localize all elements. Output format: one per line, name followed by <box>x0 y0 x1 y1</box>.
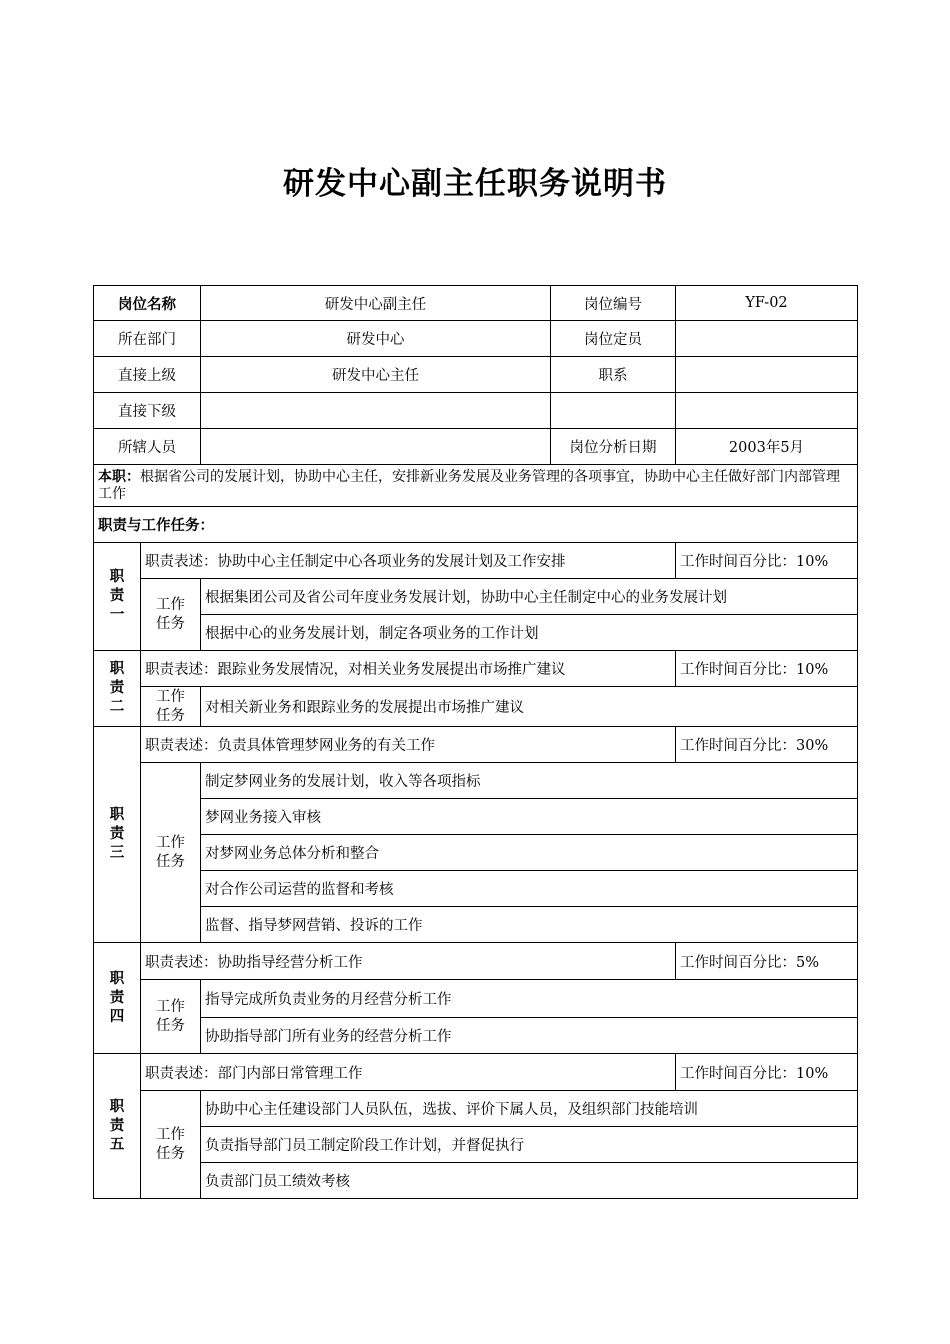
duty-3-percent: 工作时间百分比：30% <box>676 727 858 763</box>
position-name-label: 岗位名称 <box>94 286 201 321</box>
duty-2-description: 职责表述：跟踪业务发展情况，对相关业务发展提出市场推广建议 <box>141 651 676 687</box>
duty-3-task-5: 监督、指导梦网营销、投诉的工作 <box>201 907 858 943</box>
position-code-label: 岗位编号 <box>551 286 676 321</box>
duty-3-task-row <box>94 763 858 799</box>
position-name-value: 研发中心副主任 <box>201 286 551 321</box>
duty-4-name-text: 职责四 <box>109 970 125 1025</box>
duty-3-task-row <box>94 871 858 907</box>
duties-header-row <box>94 507 858 543</box>
duty-3-task-row <box>94 835 858 871</box>
duty-1-description-row <box>94 543 858 579</box>
duty-5-percent: 工作时间百分比：10% <box>676 1054 858 1091</box>
duties-header: 职责与工作任务： <box>94 507 858 543</box>
duty-5-task-row <box>94 1127 858 1163</box>
info-row-staff <box>94 429 858 465</box>
superior-value: 研发中心主任 <box>201 357 551 393</box>
task-label-line1: 工作 <box>156 1126 185 1143</box>
duty-2-name-text: 职责二 <box>109 661 125 715</box>
duty-1-task-row <box>94 615 858 651</box>
duty-4-task-1: 指导完成所负责业务的月经营分析工作 <box>201 980 858 1018</box>
duty-4-name <box>94 943 141 1054</box>
subordinate-label: 直接下级 <box>94 393 201 429</box>
duty-5-task-3: 负责部门员工绩效考核 <box>201 1163 858 1199</box>
series-value <box>676 357 858 393</box>
task-label-line2: 任务 <box>156 615 185 632</box>
duty-4-task-2: 协助指导部门所有业务的经营分析工作 <box>201 1018 858 1054</box>
summary-text: 根据省公司的发展计划，协助中心主任，安排新业务发展及业务管理的各项事宜，协助中心主任做好部门内部管理工作 <box>98 468 840 502</box>
task-label-line1: 工作 <box>156 998 185 1015</box>
position-code-value: YF-02 <box>676 286 858 321</box>
info-row-subordinate <box>94 393 858 429</box>
job-description-table <box>93 285 858 1199</box>
duty-2-description-row <box>94 651 858 687</box>
subordinate-value <box>201 393 551 429</box>
summary-cell <box>94 465 858 507</box>
duty-1-task-label <box>141 579 201 651</box>
summary-row <box>94 465 858 507</box>
duty-1-task-1: 根据集团公司及省公司年度业务发展计划，协助中心主任制定中心的业务发展计划 <box>201 579 858 615</box>
duty-3-name-text: 职责三 <box>109 807 125 861</box>
duty-4-task-label <box>141 980 201 1054</box>
duty-5-description-row <box>94 1054 858 1091</box>
duty-3-task-label <box>141 763 201 943</box>
task-label-line1: 工作 <box>156 596 185 613</box>
duty-2-name <box>94 651 141 727</box>
duty-5-name-text: 职责五 <box>109 1098 125 1153</box>
staff-label: 所辖人员 <box>94 429 201 465</box>
duty-3-task-row <box>94 799 858 835</box>
duty-4-description-row <box>94 943 858 980</box>
blank-cell <box>676 393 858 429</box>
duty-3-task-2: 梦网业务接入审核 <box>201 799 858 835</box>
headcount-label: 岗位定员 <box>551 321 676 357</box>
info-row-position <box>94 286 858 321</box>
duty-4-task-row <box>94 980 858 1018</box>
duty-4-task-row <box>94 1018 858 1054</box>
blank-cell <box>551 393 676 429</box>
task-label-line1: 工作 <box>156 688 185 705</box>
duty-5-description: 职责表述：部门内部日常管理工作 <box>141 1054 676 1091</box>
info-row-superior <box>94 357 858 393</box>
staff-value <box>201 429 551 465</box>
page-title: 研发中心副主任职务说明书 <box>283 166 667 202</box>
task-label-line2: 任务 <box>156 707 185 724</box>
duty-5-task-row <box>94 1091 858 1127</box>
duty-3-task-row <box>94 907 858 943</box>
task-label-line2: 任务 <box>156 1017 185 1034</box>
task-label-line1: 工作 <box>156 834 185 851</box>
duty-5-task-2: 负责指导部门员工制定阶段工作计划，并督促执行 <box>201 1127 858 1163</box>
headcount-value <box>676 321 858 357</box>
duty-3-task-3: 对梦网业务总体分析和整合 <box>201 835 858 871</box>
task-label-line2: 任务 <box>156 853 185 870</box>
duty-2-task-label <box>141 687 201 727</box>
duty-2-percent: 工作时间百分比：10% <box>676 651 858 687</box>
duty-1-name-text: 职责一 <box>109 569 125 623</box>
duty-4-description: 职责表述：协助指导经营分析工作 <box>141 943 676 980</box>
duty-3-task-1: 制定梦网业务的发展计划，收入等各项指标 <box>201 763 858 799</box>
summary-label: 本职： <box>98 468 140 485</box>
duty-3-description: 职责表述：负责具体管理梦网业务的有关工作 <box>141 727 676 763</box>
analysis-date-label: 岗位分析日期 <box>551 429 676 465</box>
duty-2-task-row <box>94 687 858 727</box>
superior-label: 直接上级 <box>94 357 201 393</box>
analysis-date-value: 2003年5月 <box>676 429 858 465</box>
duty-5-name <box>94 1054 141 1199</box>
duty-3-description-row <box>94 727 858 763</box>
info-row-dept <box>94 321 858 357</box>
duty-5-task-label <box>141 1091 201 1199</box>
duty-3-name <box>94 727 141 943</box>
duty-5-task-row <box>94 1163 858 1199</box>
task-label-line2: 任务 <box>156 1145 185 1162</box>
duty-4-percent: 工作时间百分比：5% <box>676 943 858 980</box>
duty-1-percent: 工作时间百分比：10% <box>676 543 858 579</box>
duty-3-task-4: 对合作公司运营的监督和考核 <box>201 871 858 907</box>
duty-1-name <box>94 543 141 651</box>
duty-1-task-row <box>94 579 858 615</box>
duty-1-task-2: 根据中心的业务发展计划，制定各项业务的工作计划 <box>201 615 858 651</box>
dept-label: 所在部门 <box>94 321 201 357</box>
duty-1-description: 职责表述：协助中心主任制定中心各项业务的发展计划及工作安排 <box>141 543 676 579</box>
duty-2-task-1: 对相关新业务和跟踪业务的发展提出市场推广建议 <box>201 687 858 727</box>
series-label: 职系 <box>551 357 676 393</box>
dept-value: 研发中心 <box>201 321 551 357</box>
duty-5-task-1: 协助中心主任建设部门人员队伍，选拔、评价下属人员，及组织部门技能培训 <box>201 1091 858 1127</box>
